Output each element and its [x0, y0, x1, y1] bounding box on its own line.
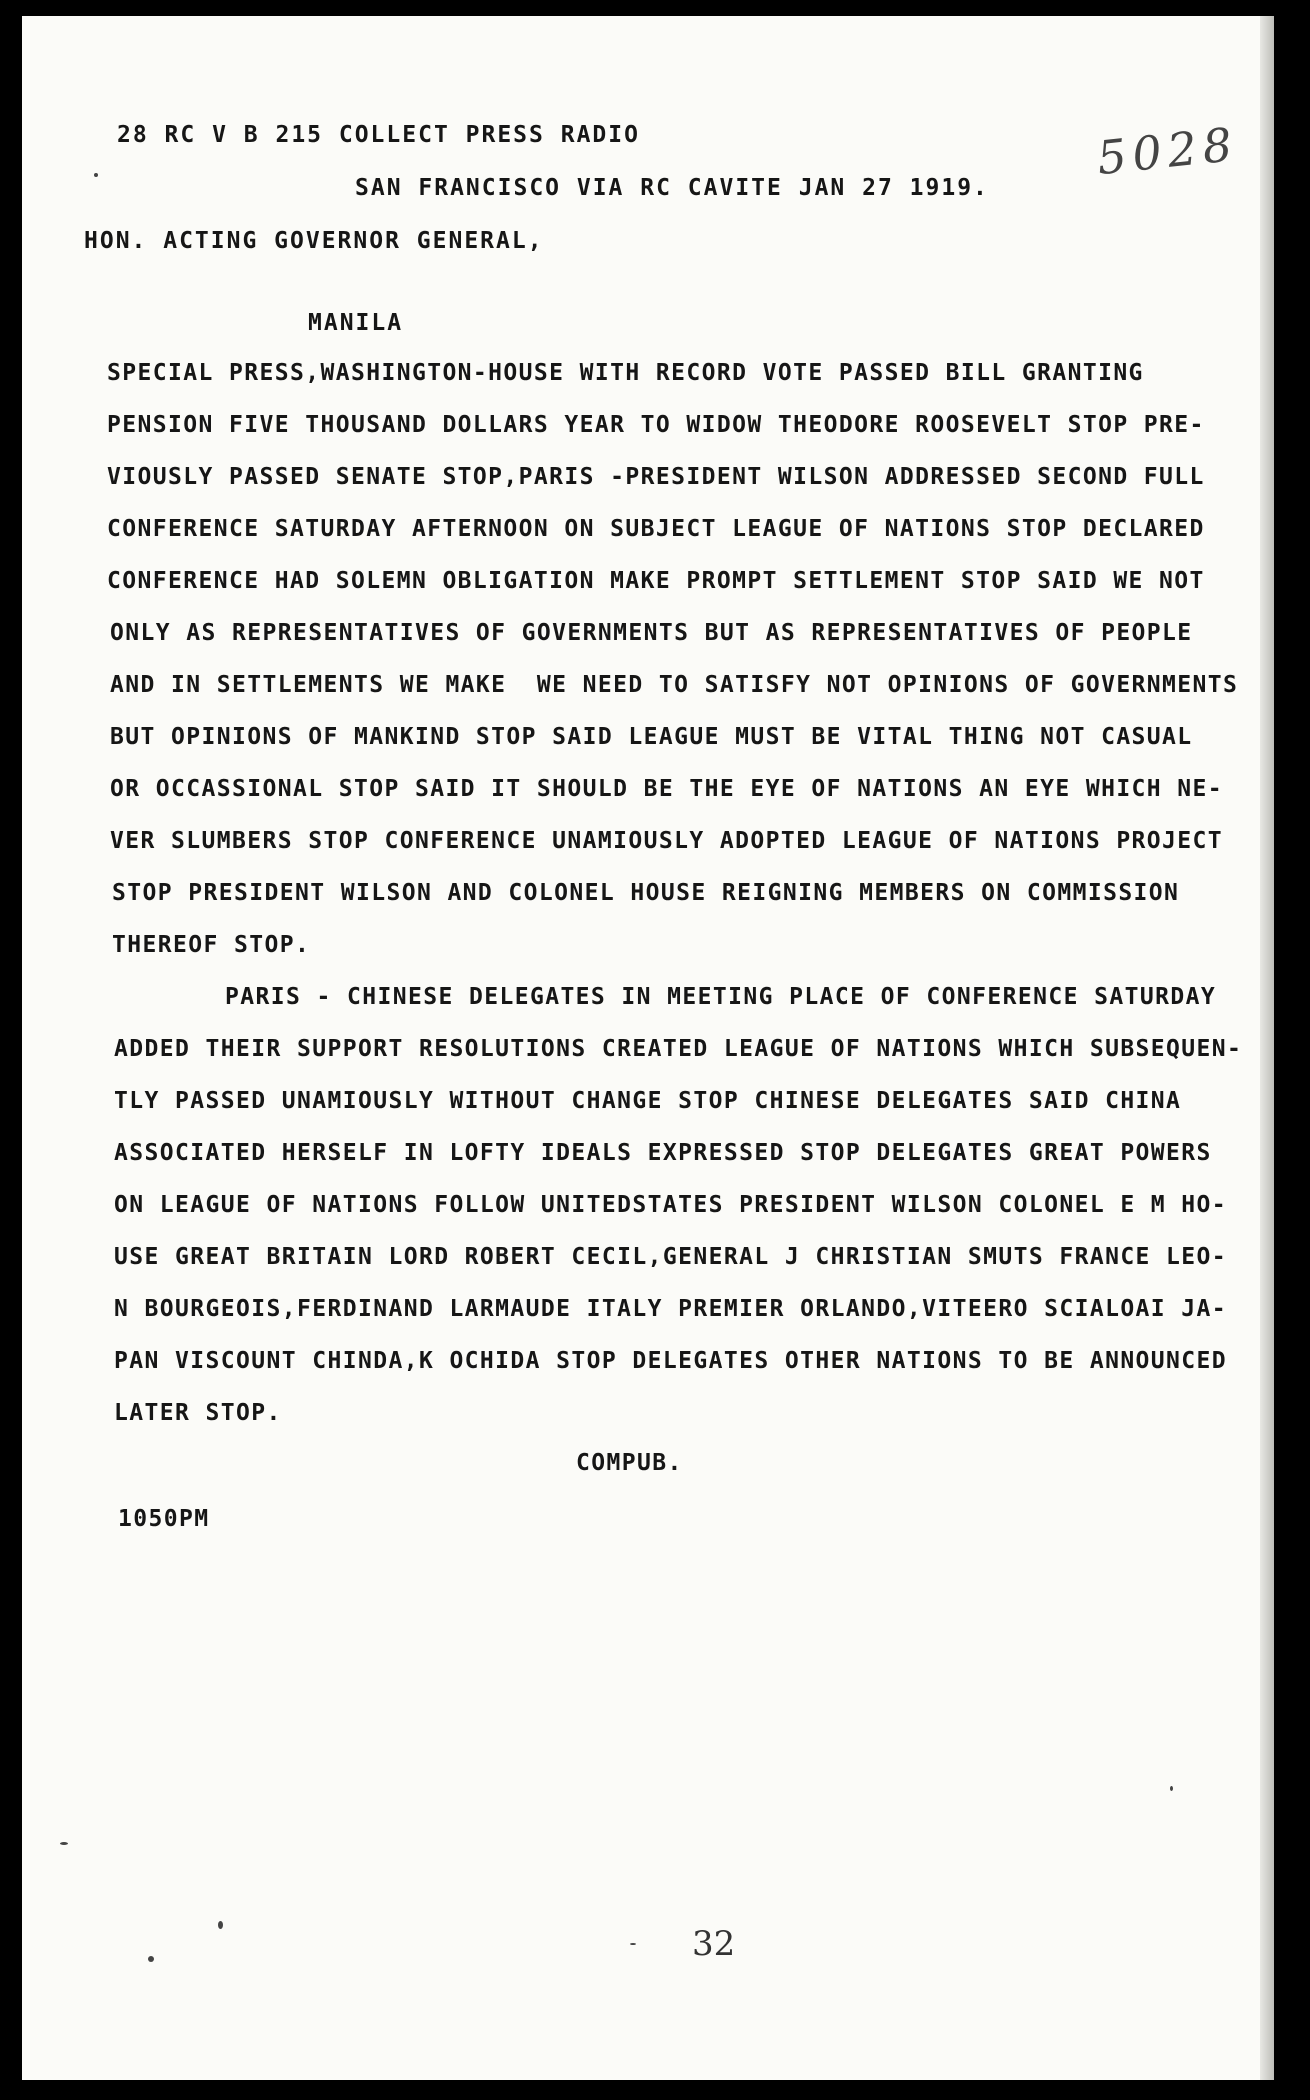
body-line-19: N BOURGEOIS,FERDINAND LARMAUDE ITALY PREMIER ORLANDO,VITEERO SCIALOAI JA- — [114, 1296, 1228, 1322]
location-line: MANILA — [308, 310, 404, 336]
body-line-17: ON LEAGUE OF NATIONS FOLLOW UNITEDSTATES PRESIDENT WILSON COLONEL E M HO- — [114, 1192, 1228, 1218]
body-line-11: STOP PRESIDENT WILSON AND COLONEL HOUSE REIGNING MEMBERS ON COMMISSION — [112, 880, 1180, 906]
body-line-12: THEREOF STOP. — [112, 932, 311, 958]
body-line-7: AND IN SETTLEMENTS WE MAKE WE NEED TO SATISFY NOT OPINIONS OF GOVERNMENTS — [110, 672, 1239, 698]
body-line-14: ADDED THEIR SUPPORT RESOLUTIONS CREATED LEAGUE OF NATIONS WHICH SUBSEQUEN- — [114, 1036, 1243, 1062]
body-line-8: BUT OPINIONS OF MANKIND STOP SAID LEAGUE MUST BE VITAL THING NOT CASUAL — [110, 724, 1193, 750]
body-line-3: VIOUSLY PASSED SENATE STOP,PARIS -PRESIDENT WILSON ADDRESSED SECOND FULL — [107, 464, 1205, 490]
body-line-16: ASSOCIATED HERSELF IN LOFTY IDEALS EXPRESSED STOP DELEGATES GREAT POWERS — [114, 1140, 1212, 1166]
page-edge-shadow — [1260, 16, 1274, 2080]
time-sent: 1050PM — [118, 1506, 210, 1532]
body-line-13: PARIS - CHINESE DELEGATES IN MEETING PLACE OF CONFERENCE SATURDAY — [225, 984, 1217, 1010]
body-line-2: PENSION FIVE THOUSAND DOLLARS YEAR TO WIDOW THEODORE ROOSEVELT STOP PRE- — [107, 412, 1205, 438]
routing-line: 28 RC V B 215 COLLECT PRESS RADIO — [117, 122, 640, 148]
body-line-1: SPECIAL PRESS,WASHINGTON-HOUSE WITH RECORD VOTE PASSED BILL GRANTING — [107, 360, 1144, 386]
body-line-18: USE GREAT BRITAIN LORD ROBERT CECIL,GENERAL J CHRISTIAN SMUTS FRANCE LEO- — [114, 1244, 1228, 1270]
body-line-15: TLY PASSED UNAMIOUSLY WITHOUT CHANGE STOP CHINESE DELEGATES SAID CHINA — [114, 1088, 1182, 1114]
body-line-5: CONFERENCE HAD SOLEMN OBLIGATION MAKE PROMPT SETTLEMENT STOP SAID WE NOT — [107, 568, 1205, 594]
body-line-4: CONFERENCE SATURDAY AFTERNOON ON SUBJECT LEAGUE OF NATIONS STOP DECLARED — [107, 516, 1205, 542]
page-number: 32 — [692, 1924, 736, 1964]
body-line-21: LATER STOP. — [114, 1400, 282, 1426]
body-line-6: ONLY AS REPRESENTATIVES OF GOVERNMENTS BUT AS REPRESENTATIVES OF PEOPLE — [110, 620, 1193, 646]
signature: COMPUB. — [576, 1450, 683, 1476]
handwritten-number: 5028 — [1094, 116, 1241, 186]
origin-line: SAN FRANCISCO VIA RC CAVITE JAN 27 1919. — [355, 175, 989, 201]
addressee-line: HON. ACTING GOVERNOR GENERAL, — [84, 228, 544, 254]
telegram-page — [22, 16, 1274, 2080]
body-line-10: VER SLUMBERS STOP CONFERENCE UNAMIOUSLY ADOPTED LEAGUE OF NATIONS PROJECT — [110, 828, 1224, 854]
body-line-9: OR OCCASSIONAL STOP SAID IT SHOULD BE THE EYE OF NATIONS AN EYE WHICH NE- — [110, 776, 1224, 802]
body-line-20: PAN VISCOUNT CHINDA,K OCHIDA STOP DELEGATES OTHER NATIONS TO BE ANNOUNCED — [114, 1348, 1228, 1374]
